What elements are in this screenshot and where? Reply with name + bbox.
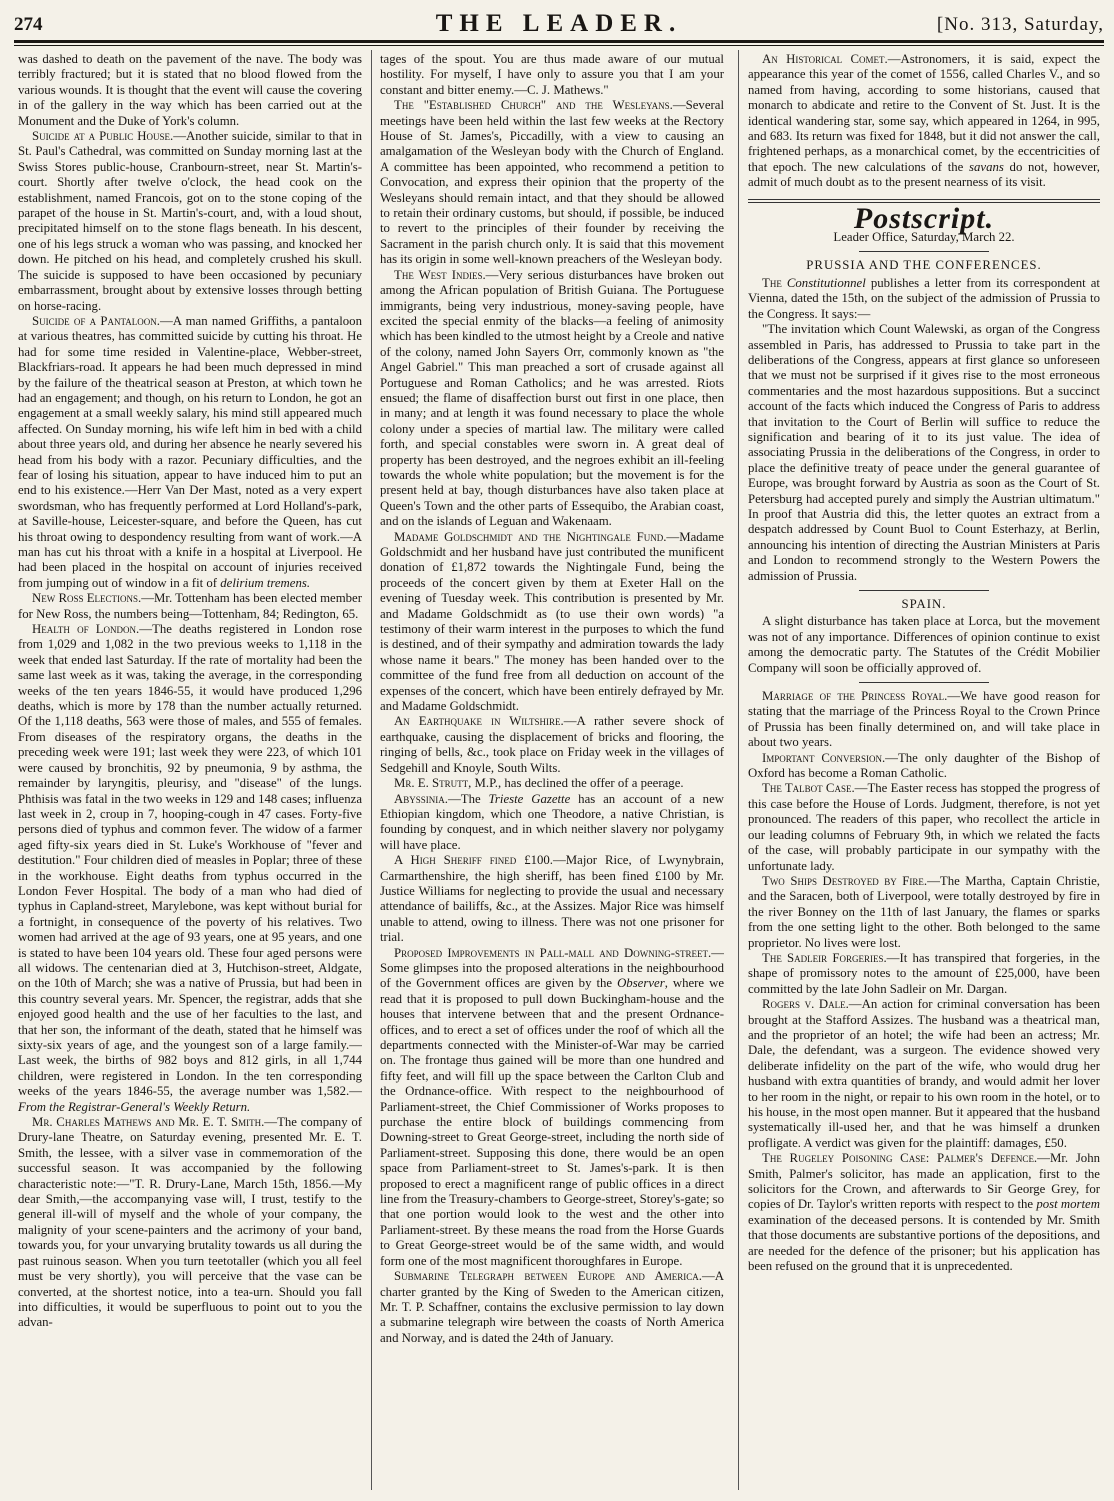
- article-heading: Important Conversion.: [762, 750, 886, 765]
- article-heading: Rogers v. Dale.: [762, 997, 849, 1012]
- article-heading: The Talbot Case.: [762, 781, 855, 796]
- article-paragraph: The West Indies.—Very serious disturbances have broken out among the African population of British Guiana. The Portuguese immigrants, being very industrious, money-saving people, have excited the special enmity of the blacks—a feeling of animosity which has been kindled to the utmost height by a Creole and native of the colony, named John Sayers Orr, commonly known as "the Angel Gabriel." This man preached a sort of crusade against all Portuguese and Roman Catholics; and he was arrested. Riots ensued; the flame of disaffection burst out first in one place, then in many; and at length it was found necessary to place the whole colony under a species of martial law. The military were called forth, and special constables were sworn in. A great deal of property has been destroyed, and the negroes exhibit an ill-feeling towards the whole white population; but the movement is for the present held at bay, though disturbances have also taken place at Queen's Town and the other parts of Essequibo, the Arabian coast, and on the islands of Leguan and Wakenaam.: [380, 267, 724, 529]
- article-paragraph: Health of London.—The deaths registered in London rose from 1,029 and 1,082 in the two previous weeks to 1,118 in the week that ended last Saturday. If the rate of mortality had been the same last week as it was, taking the average, in the corresponding weeks of the ten years 1846-55, it would have produced 1,296 deaths, which is more by 178 than the number actually returned. Of the 1,118 deaths, 563 were those of males, and 555 of females. From diseases of the respiratory organs, the deaths in the preceding week were 191; last week they were 223, of which 101 were caused by bronchitis, 92 by pneumonia, 9 by asthma, the remainder by laryngitis, pleurisy, and "disease" of the lungs. Phthisis was fatal in the two weeks in 129 and 148 cases; influenza last week in 2, croup in 7, hooping-cough in 47 cases. Forty-five persons died of typhus and common fever. The widow of a farmer aged fifty-six years died in St. Luke's Workhouse of "fever and destitution." Four children died of measles in Poplar; three of these in the workhouse. Eight deaths from typhus occurred in the London Fever Hospital. The body of a man who had died of typhus in Capland-street, Marylebone, was kept without burial for a fortnight, in consequence of the poverty of his relatives. Two women had arrived at the age of 93 years, one at 95 years, and one is stated to have been 104 years old. These four aged persons were all widows. The centenarian died at 3, Hutchison-street, Aldgate, on the 10th of March; she was a native of Prussia, but had been in this country several years. Mr. Spencer, the registrar, adds that she enjoyed good health and the use of her faculties to the last, and that her son, the informant of the death, stated that he himself was sixty-six years of age, and the youngest son of a large family.—Last week, the births of 982 boys and 812 girls, in all 1,744 children, were registered in London. In the ten corresponding weeks of the years 1846-55, the average number was 1,582.—From the Registrar-General's Weekly Return.: [18, 622, 362, 1114]
- article-paragraph: Madame Goldschmidt and the Nightingale Fund.—Madame Goldschmidt and her husband have just contributed the munificent donation of £1,872 towards the Nightingale Fund, being the proceeds of the concert given by them at Exeter Hall on the evening of Tuesday week. This contribution is presented by Mr. and Madame Goldschmidt as (to use their own words) "a testimony of their warm interest in the purposes to which the fund is destined, and of their sympathy and admiration towards the lady whose name it bears." The money has been handed over to the committee of the fund free from all deduction on account of the expenses of the concert, which have been entirely defrayed by Mr. and Madame Goldschmidt.: [380, 529, 724, 714]
- article-heading: New Ross Elections.: [32, 591, 142, 606]
- issue-dateline: [No. 313, Saturday,: [936, 14, 1104, 35]
- article-paragraph: Submarine Telegraph between Europe and America.—A charter granted by the King of Sweden to the American citizen, Mr. T. P. Schaffner, contains the exclusive permission to lay down a submarine telegraph wire between the coasts of North America and Norway, and is dated the 24th of January.: [380, 1269, 724, 1345]
- article-paragraph: Rogers v. Dale.—An action for criminal conversation has been brought at the Stafford Assizes. The husband was a theatrical man, and the proprietor of an hotel; the wife had been an actress; Mr. Dale, the defendant, was a surgeon. The evidence showed very deliberate infidelity on the part of the wife, who would drug her husband with extra quantities of brandy, and would admit her lover to her room in the night, or repair to his own room in the hotel, or to his house, in the most open manner. But it appeared that the husband systematically ill-used her, and that he was himself a drunken profligate. A verdict was given for the plaintiff: damages, £50.: [748, 997, 1100, 1150]
- article-paragraph: The Talbot Case.—The Easter recess has stopped the progress of this case before the House of Lords. Judgment, therefore, is not yet pronounced. The readers of this paper, who recollect the article in our leading columns of February 9th, in which we related the facts of the case, will probably participate in our sympathy with the unfortunate lady.: [748, 781, 1100, 873]
- article-heading: An Earthquake in Wiltshire.: [394, 714, 564, 729]
- article-paragraph: Abyssinia.—The Trieste Gazette has an account of a new Ethiopian kingdom, which one Theodore, a native Christian, is founding by conquest, and in which neither slavery nor polygamy will have place.: [380, 791, 724, 852]
- separator: [859, 590, 989, 591]
- article-paragraph: An Historical Comet.—Astronomers, it is said, expect the appearance this year of the comet of 1556, called Charles V., and so named from having, according to some historians, caused that monarch to abdicate and retire to the Convent of St. Just. It is the identical wandering star, some say, which appeared in 1264, in 995, and 683. Its return was fixed for 1848, but it did not answer the call, frightened perhaps, as a monarchical comet, by the eccentricities of that epoch. The new calculations of the savans do not, however, admit of much doubt as to the present nearness of its visit.: [748, 52, 1100, 190]
- column-left: [18, 52, 362, 1492]
- masthead-rule: [14, 40, 1104, 43]
- article-paragraph: "The invitation which Count Walewski, as organ of the Congress assembled in Paris, has addressed to Prussia to take part in the deliberations of the Congress, appears at first glance so unforeseen that we must not be surprised if it gives rise to the most erroneous commentaries and the most hazardous suppositions. But a succinct account of the facts which induced the Congress of Paris to address that invitation to the Court of Berlin will suffice to reduce the signification and bearing of it to its just value. The idea of associating Prussia in the deliberations of the Congress, in order to place the definitive treaty of peace under the general guarantee of Europe, was brought forward by Austria as soon as the Court of St. Petersburg had accepted purely and simply the Austrian ultimatum." In proof that Austria did this, the letter quotes an extract from a despatch addressed by Count Buol to Count Esterhazy, at Berlin, announcing his intention of directing the Austrian Ministers at Paris and London to recommend strongly to the Western Powers the admission of Prussia.: [748, 322, 1100, 583]
- article-heading: The West Indies.: [394, 267, 486, 282]
- article-heading: The "Established Church" and the Wesleyans.: [394, 98, 673, 113]
- article-paragraph: Marriage of the Princess Royal.—We have good reason for stating that the marriage of the Princess Royal to the Crown Prince of Prussia has been finally determined on, and will take place in about two years.: [748, 689, 1100, 750]
- article-heading: Suicide at a Public House.: [32, 129, 174, 144]
- article-paragraph: tages of the spout. You are thus made aware of our mutual hostility. For myself, I have only to assure you that I am your constant and bitter enemy.—C. J. Mathews.": [380, 52, 724, 97]
- page-number: 274: [14, 14, 43, 35]
- article-paragraph: Two Ships Destroyed by Fire.—The Martha, Captain Christie, and the Saracen, both of Liverpool, were totally destroyed by fire in the river Bonney on the 11th of last January, the flames or sparks from the one setting light to the other. Both belonged to the same proprietor. No lives were lost.: [748, 873, 1100, 950]
- article-paragraph: The Constitutionnel publishes a letter from its correspondent at Vienna, dated the 15th, on the subject of the admission of Prussia to the Congress. It says:—: [748, 275, 1100, 321]
- article-paragraph: was dashed to death on the pavement of the nave. The body was terribly fractured; but it is stated that no blood flowed from the various wounds. It is thought that the event will cause the covering in of the gallery in the way which has been carried out at the Monument and the Duke of York's column.: [18, 52, 362, 128]
- separator: [859, 682, 989, 683]
- column-right: [748, 52, 1100, 1492]
- masthead: [14, 8, 1104, 38]
- article-paragraph: The "Established Church" and the Wesleyans.—Several meetings have been held within the last few weeks at the Rectory House of St. James's, Piccadilly, with a view to causing an amalgamation of the Wesleyan body with the Church of England. A committee has been appointed, who recommend a petition to Convocation, and express their opinion that the property of the Wesleyans should remain intact, and that they should be allowed to retain their ordinary customs, but should, if possible, be induced to revert to the principles of their founder by receiving the Sacrament in the parish church only. It is said that this movement has its origin in some well-known preachers of the Wesleyan body.: [380, 98, 724, 267]
- article-paragraph: The Rugeley Poisoning Case: Palmer's Defence.—Mr. John Smith, Palmer's solicitor, has made an application, first to the solicitors for the Crown, and afterwards to Sir George Grey, for copies of Dr. Taylor's written reports with respect to the post mortem examination of the deceased persons. It is contended by Mr. Smith that those documents are substantive portions of the depositions, and are needed for the defence of the prisoner; but his application has been refused on the ground that it is unprecedented.: [748, 1151, 1100, 1274]
- article-heading: The Rugeley Poisoning Case: Palmer's Defence.: [762, 1151, 1038, 1166]
- article-heading: Mr. Charles Mathews and Mr. E. T. Smith.: [32, 1115, 265, 1130]
- postscript-heading: Postscript.: [853, 201, 995, 235]
- section-heading: PRUSSIA AND THE CONFERENCES.: [806, 258, 1042, 273]
- article-heading: An Historical Comet.: [762, 52, 888, 66]
- column-divider: [371, 50, 372, 1490]
- separator: [859, 251, 989, 252]
- article-paragraph: Mr. E. Strutt, M.P., has declined the offer of a peerage.: [394, 776, 684, 791]
- office-dateline: Leader Office, Saturday, March 22.: [833, 230, 1015, 245]
- article-paragraph: An Earthquake in Wiltshire.—A rather severe shock of earthquake, causing the displacement of bricks and flooring, the ringing of bells, &c., took place on Friday week in the villages of Sedgehill and Knoyle, South Wilts.: [380, 714, 724, 775]
- article-paragraph: New Ross Elections.—Mr. Tottenham has been elected member for New Ross, the numbers being—Tottenham, 84; Redington, 65.: [18, 591, 362, 621]
- article-heading: Suicide of a Pantaloon.: [32, 313, 160, 328]
- article-heading: Two Ships Destroyed by Fire.: [762, 873, 928, 888]
- article-paragraph: A slight disturbance has taken place at Lorca, but the movement was not of any importance. Differences of opinion continue to exist among the democratic party. The Statutes of the Crédit Mobilier Company will soon be officially approved of.: [748, 614, 1100, 675]
- article-heading: Health of London.: [32, 622, 140, 637]
- section-heading: SPAIN.: [901, 597, 947, 611]
- masthead-rule-thin: [14, 45, 1104, 46]
- article-heading: Mr. E. Strutt, M.P.,: [394, 776, 502, 791]
- article-heading: Abyssinia.: [394, 791, 448, 806]
- article-heading: Marriage of the Princess Royal.: [762, 689, 948, 704]
- article-paragraph: Suicide of a Pantaloon.—A man named Griffiths, a pantaloon at various theatres, has committed suicide by cutting his throat. He had for some time resided in Valentine-place, Webber-street, Blackfriars-road. It appears he had been much depressed in mind by the failure of the theatrical season at Preston, at which town he had an engagement; and though, on his return to London, he got an engagement at a small weekly salary, his mind still appeared much affected. On Sunday morning, his wife left him in bed with a child about three years old, and during her absence he nearly severed his head from his body with a razor. Pecuniary difficulties, and the fear of losing his situation, appear to have induced him to put an end to his existence.—Herr Van Der Mast, noted as a very expert swordsman, who has frequently performed at Lord Holland's-park, at Saville-house, Leicester-square, and before the Queen, has cut his throat owing to despondency resulting from want of work.—A man has cut his throat with a knife in a hospital at Liverpool. He had been placed in the hospital on account of injuries received from jumping out of window in a fit of delirium tremens.: [18, 313, 362, 590]
- article-heading: Proposed Improvements in Pall-mall and Downing-street.: [394, 945, 712, 960]
- article-paragraph: Important Conversion.—The only daughter of the Bishop of Oxford has become a Roman Catholic.: [748, 750, 1100, 781]
- article-paragraph: Suicide at a Public House.—Another suicide, similar to that in St. Paul's Cathedral, was committed on Sunday morning last at the Swiss Stores public-house, Cranbourn-street, near St. Martin's-court. Shortly after twelve o'clock, the head cook on the establishment, named Francois, got on to the stone coping of the parapet of the house in St. Martin's-court, and, with a loud shout, precipitated himself on to the stone flags beneath. In his descent, one of his legs struck a woman who was passing, and knocked her down. He pitched on his head, and completely crushed his skull. The suicide is supposed to have been occasioned by pecuniary embarrassment, brought about by extensive losses through betting on horse-racing.: [18, 129, 362, 313]
- article-paragraph: The Sadleir Forgeries.—It has transpired that forgeries, in the shape of promissory notes to the amount of £25,000, have been committed by the late John Sadleir on Mr. Dargan.: [748, 950, 1100, 996]
- article-heading: Submarine Telegraph between Europe and America.: [394, 1269, 702, 1284]
- article-heading: A High Sheriff fined £100.: [394, 853, 553, 868]
- article-heading: The Sadleir Forgeries.: [762, 950, 887, 965]
- article-paragraph: A High Sheriff fined £100.—Major Rice, of Lwynybrain, Carmarthenshire, the high sheriff, has been fined £100 by Mr. Justice Williams for neglecting to provide the usual and necessary attendance of bailiffs, &c., at the Assizes. Major Rice was himself unable to attend, owing to illness. There was not one prisoner for trial.: [380, 853, 724, 945]
- column-middle: [380, 52, 724, 1492]
- article-paragraph: Proposed Improvements in Pall-mall and Downing-street.—Some glimpses into the proposed alterations in the neighbourhood of the Government offices are given by the Observer, where we read that it is proposed to pull down Buckingham-house and the houses that intervene between that and the present Ordnance-offices, and to erect a set of offices under the roof of which all the departments connected with the Minister-of-War may be carried on. The frontage thus gained will be more than one hundred and fifty feet, and will fill up the space between the Carlton Club and the Ordnance-office. With respect to the neighbourhood of Parliament-street, the Chief Commissioner of Works proposes to purchase the entire block of buildings commencing from Downing-street to Great George-street, including the north side of Parliament-street. Supposing this done, there would be an open space from Parliament-street to St. James's-park. It is then proposed to erect a magnificent range of public offices in a direct line from the Treasury-chambers to George-street, Storey's-gate; so that one portion would look to the west and the other into Parliament-street. By these means the road from the Horse Guards to Great George-street would be of the same width, and would form one of the most magnificent thoroughfares in Europe.: [380, 945, 724, 1268]
- article-heading: Madame Goldschmidt and the Nightingale Fund.: [394, 529, 667, 544]
- article-paragraph: Mr. Charles Mathews and Mr. E. T. Smith.—The company of Drury-lane Theatre, on Saturday evening, presented Mr. E. T. Smith, the lessee, with a silver vase in commemoration of the successful season. It was accompanied by the following characteristic note:—"T. R. Drury-Lane, March 15th, 1856.—My dear Smith,—the accompanying vase will, I trust, testify to the general ill-will of myself and the whole of your company, the malignity of your scene-painters and the acrimony of your band, towards you, for your unvarying brutality towards us all during the past ruinous season. When you turn teetotaller (which you all feel must be very shortly), you will perceive that the vase can be converted, at the shortest notice, into a tea-urn. Should you fall into difficulties, it would be superfluous to point out to you the advan-: [18, 1115, 362, 1330]
- newspaper-title: THE LEADER.: [435, 10, 683, 37]
- column-divider: [738, 50, 739, 1490]
